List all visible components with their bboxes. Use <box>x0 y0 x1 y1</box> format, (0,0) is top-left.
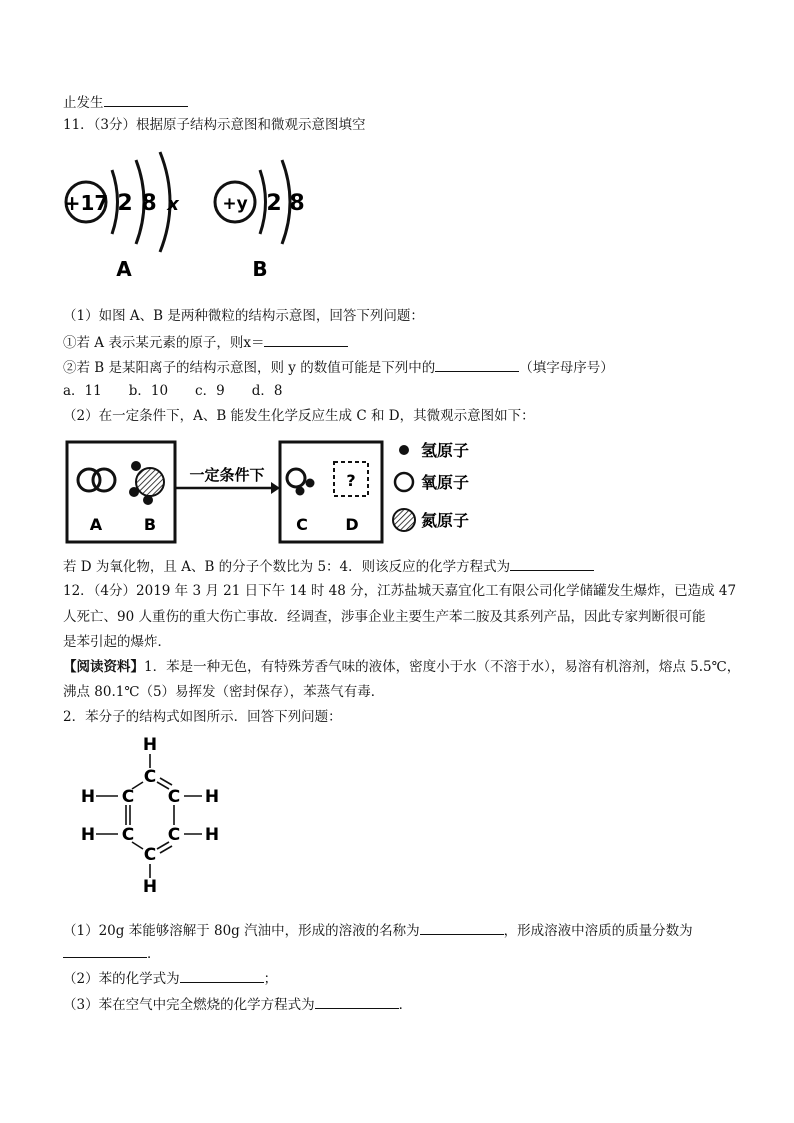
reaction-diagram <box>64 436 494 548</box>
sub-question-1-continued: ． <box>63 943 161 963</box>
atom-structure-diagram <box>60 148 320 288</box>
legend <box>393 441 469 531</box>
atom-c-right-1: C <box>167 787 181 807</box>
atom-c-left-1: C <box>121 787 135 807</box>
atom-h-bottom: H <box>142 877 158 897</box>
atom-h-right-1: H <box>204 787 220 807</box>
question-12-line-2: 人死亡、90 人重伤的重大伤亡事故．经调查，涉事企业主要生产苯二胺及其系列产品，因此专家判断很可能 <box>63 609 706 625</box>
legend-oxygen: 氧原子 <box>421 473 470 492</box>
part-1-intro: （1）如图 A、B 是两种微粒的结构示意图，回答下列问题： <box>63 308 424 324</box>
atom-a-shell-1: 2 <box>117 191 133 216</box>
atom-h-right-2: H <box>204 825 220 845</box>
part-2-intro: （2）在一定条件下，A、B 能发生化学反应生成 C 和 D，其微观示意图如下： <box>63 408 535 424</box>
atom-b-shell-1: 2 <box>266 191 282 216</box>
answer-blank-mass-fraction[interactable] <box>63 943 147 958</box>
legend-hydrogen: 氢原子 <box>421 441 470 460</box>
reactant-label-b: B <box>143 515 157 534</box>
answer-blank[interactable] <box>104 92 188 107</box>
part-1-a: ①若 A 表示某元素的原子，则x＝ <box>63 332 348 352</box>
product-label-c: C <box>296 515 308 534</box>
atom-b-shell-2: 8 <box>289 191 305 216</box>
answer-blank-x[interactable] <box>264 332 348 347</box>
sub-question-2: （2）苯的化学式为 ； <box>63 968 277 988</box>
atom-a <box>64 152 180 281</box>
atom-h-left-2: H <box>80 825 96 845</box>
answer-blank-solution-name[interactable] <box>420 920 504 935</box>
atom-a-label: A <box>116 257 132 281</box>
molecule-a <box>78 469 115 491</box>
atom-h-left-1: H <box>80 787 96 807</box>
options-line: a．11 b．10 c．9 d．8 <box>63 383 283 399</box>
atom-c-top: C <box>143 767 157 787</box>
molecule-b <box>129 461 164 505</box>
atom-a-shell-3: x <box>167 194 179 215</box>
reaction-condition: 一定条件下 <box>189 466 265 484</box>
molecule-c <box>287 469 315 496</box>
question-12-line-1: 12．（4分）2019 年 3 月 21 日下午 14 时 48 分，江苏盐城天嘉宜化工有限公司化学储罐发生爆炸，已造成 47 <box>63 583 737 599</box>
answer-blank-formula[interactable] <box>180 968 264 983</box>
question-12-line-3: 是苯引起的爆炸． <box>63 634 171 650</box>
product-label-d: D <box>345 515 359 534</box>
reading-material-line-1: 【阅读资料】1．苯是一种无色，有特殊芳香气味的液体，密度小于水（不溶于水），易溶有机溶剂，熔点 5.5℃， <box>63 659 741 675</box>
atom-c-right-2: C <box>167 825 181 845</box>
answer-blank-y[interactable] <box>435 357 519 372</box>
answer-blank-equation[interactable] <box>510 556 594 571</box>
part-2-question: 若 D 为氧化物，且 A、B 的分子个数比为 5：4．则该反应的化学方程式为 <box>63 556 594 576</box>
atom-a-shell-2: 8 <box>141 191 157 216</box>
atom-b <box>215 160 305 281</box>
unknown-mark: ? <box>346 471 356 490</box>
atom-b-label: B <box>252 257 268 281</box>
reading-material-line-2: 沸点 80.1℃（5）易挥发（密封保存），苯蒸气有毒． <box>63 684 385 700</box>
continued-line: 止发生 <box>63 92 188 112</box>
atom-h-top: H <box>142 735 158 755</box>
reading-material-line-3: 2．苯分子的结构式如图所示．回答下列问题： <box>63 709 342 725</box>
sub-question-3: （3）苯在空气中完全燃烧的化学方程式为 ． <box>63 994 412 1014</box>
answer-blank-combustion[interactable] <box>315 994 399 1009</box>
atom-c-bottom: C <box>143 845 157 865</box>
legend-nitrogen: 氮原子 <box>421 511 470 530</box>
atom-c-left-2: C <box>121 825 135 845</box>
sub-question-1: （1）20g 苯能够溶解于 80g 汽油中，形成的溶液的名称为 ，形成溶液中溶质的质量分数为 <box>63 920 693 940</box>
question-11-title: 11．（3分）根据原子结构示意图和微观示意图填空 <box>63 117 366 133</box>
atom-b-nucleus: +y <box>222 194 248 214</box>
part-1-b: ②若 B 是某阳离子的结构示意图，则 y 的数值可能是下列中的 （填字母序号） <box>63 357 614 377</box>
benzene-structure <box>74 732 244 900</box>
reactant-label-a: A <box>89 515 103 534</box>
atom-a-nucleus: +17 <box>63 191 109 215</box>
